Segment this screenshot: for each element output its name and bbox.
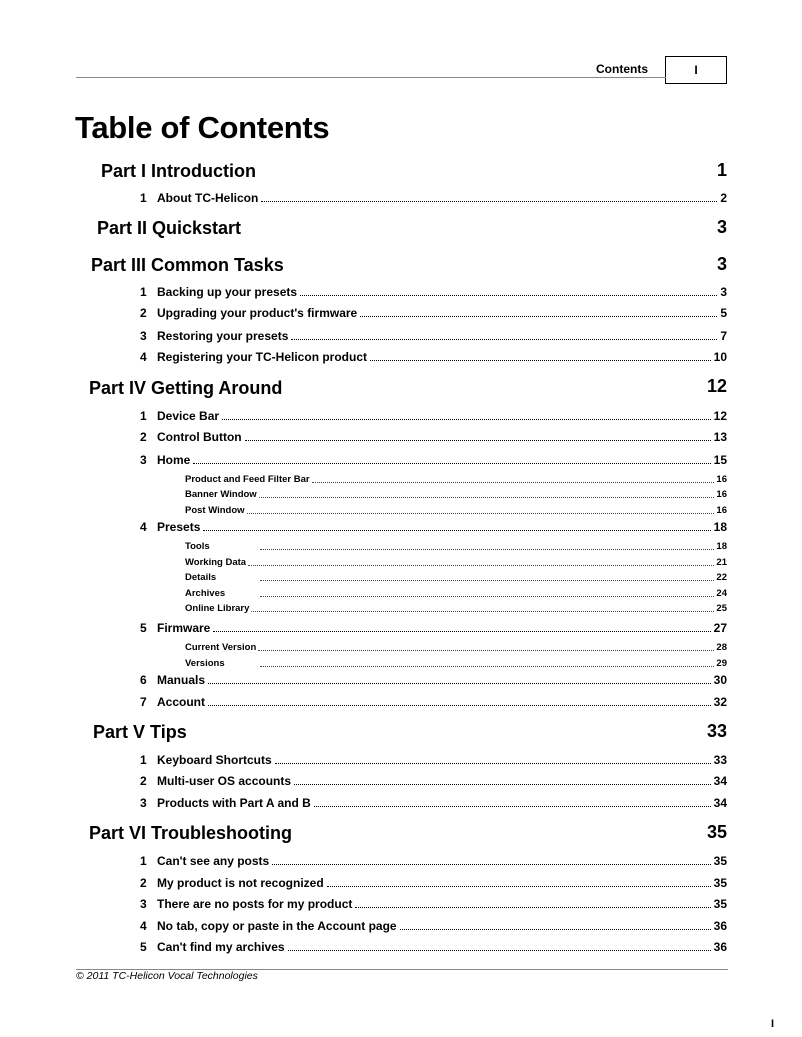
- entry-number: 3: [140, 453, 147, 467]
- entry-number: 1: [140, 409, 147, 423]
- toc-part-page[interactable]: 3: [716, 217, 727, 237]
- entry-title: Firmware: [157, 621, 211, 635]
- entry-title: Control Button: [157, 430, 242, 444]
- entry-page: 7: [720, 329, 727, 343]
- dot-leader: [245, 439, 711, 441]
- dot-leader: [294, 783, 711, 785]
- entry-title: Restoring your presets: [157, 329, 289, 343]
- entry-title: There are no posts for my product: [157, 897, 353, 911]
- subentry-title: Working Data: [185, 557, 247, 568]
- toc-subentry[interactable]: [185, 474, 727, 485]
- entry-number: 5: [140, 621, 147, 635]
- entry-number: 2: [140, 774, 147, 788]
- toc-part-page[interactable]: 12: [706, 376, 727, 396]
- toc-entry[interactable]: [140, 285, 727, 299]
- subentry-title: Tools: [185, 541, 210, 552]
- dot-leader: [203, 529, 710, 531]
- toc-entry[interactable]: [140, 409, 727, 423]
- entry-number: 1: [140, 854, 147, 868]
- entry-number: 4: [140, 919, 147, 933]
- dot-leader: [258, 649, 714, 651]
- toc-entry[interactable]: [140, 940, 727, 954]
- subentry-page: 16: [716, 474, 727, 485]
- subentry-page: 25: [716, 603, 727, 614]
- entry-title: My product is not recognized: [157, 876, 324, 890]
- entry-page: 18: [713, 520, 727, 534]
- subentry-page: 24: [716, 588, 727, 599]
- subentry-page: 22: [716, 572, 727, 583]
- toc-part-page[interactable]: 33: [706, 721, 727, 741]
- toc-entry[interactable]: [140, 191, 727, 205]
- entry-page: 36: [713, 940, 727, 954]
- dot-leader: [248, 564, 714, 566]
- subentry-page: 16: [716, 505, 727, 516]
- entry-page: 5: [720, 306, 727, 320]
- subentry-title: Product and Feed Filter Bar: [185, 474, 310, 485]
- subentry-page: 28: [716, 642, 727, 653]
- subentry-title: Current Version: [185, 642, 257, 653]
- toc-subentry[interactable]: [185, 572, 727, 583]
- entry-page: 3: [720, 285, 727, 299]
- dot-leader: [314, 805, 711, 807]
- dot-leader: [260, 579, 714, 581]
- toc-part-title[interactable]: Part VI Troubleshooting: [89, 823, 293, 843]
- toc-entry[interactable]: [140, 774, 727, 788]
- dot-leader: [261, 200, 717, 202]
- toc-entry[interactable]: [140, 520, 727, 534]
- entry-page: 13: [713, 430, 727, 444]
- entry-title: Manuals: [157, 673, 206, 687]
- dot-leader: [208, 704, 711, 706]
- dot-leader: [193, 462, 710, 464]
- page-title: Table of Contents: [75, 110, 330, 145]
- dot-leader: [400, 928, 711, 930]
- entry-number: 1: [140, 753, 147, 767]
- toc-entry[interactable]: [140, 753, 727, 767]
- dot-leader: [288, 949, 711, 951]
- subentry-page: 16: [716, 489, 727, 500]
- entry-number: 1: [140, 285, 147, 299]
- dot-leader: [251, 610, 714, 612]
- entry-title: No tab, copy or paste in the Account page: [157, 919, 397, 933]
- entry-page: 2: [720, 191, 727, 205]
- entry-number: 5: [140, 940, 147, 954]
- toc-subentry[interactable]: [185, 658, 727, 669]
- toc-subentry[interactable]: [185, 541, 727, 552]
- entry-title: Can't see any posts: [157, 854, 270, 868]
- dot-leader: [213, 630, 710, 632]
- dot-leader: [275, 762, 711, 764]
- dot-leader: [312, 481, 715, 483]
- page-number: I: [771, 1018, 775, 1030]
- toc-subentry[interactable]: [185, 588, 727, 599]
- toc-subentry[interactable]: [185, 505, 727, 516]
- subentry-title: Details: [185, 572, 217, 583]
- entry-title: Upgrading your product's firmware: [157, 306, 358, 320]
- entry-number: 6: [140, 673, 147, 687]
- toc-part-title[interactable]: Part V Tips: [93, 722, 187, 742]
- running-header-page-box: [665, 56, 727, 84]
- entry-page: 34: [713, 774, 727, 788]
- toc-part-page[interactable]: 35: [706, 822, 727, 842]
- dot-leader: [260, 665, 714, 667]
- dot-leader: [355, 906, 710, 908]
- entry-number: 2: [140, 876, 147, 890]
- entry-page: 27: [713, 621, 727, 635]
- subentry-title: Online Library: [185, 603, 250, 614]
- dot-leader: [300, 294, 717, 296]
- toc-entry[interactable]: [140, 673, 727, 687]
- toc-part-title[interactable]: Part I Introduction: [101, 161, 256, 181]
- entry-title: Account: [157, 695, 205, 709]
- toc-subentry[interactable]: [185, 489, 727, 500]
- entry-title: Can't find my archives: [157, 940, 285, 954]
- entry-title: About TC-Helicon: [157, 191, 259, 205]
- entry-number: 4: [140, 350, 147, 364]
- toc-entry[interactable]: [140, 919, 727, 933]
- entry-number: 3: [140, 796, 147, 810]
- subentry-page: 21: [716, 557, 727, 568]
- running-header-page: I: [694, 63, 698, 77]
- entry-title: Home: [157, 453, 191, 467]
- entry-page: 12: [713, 409, 727, 423]
- dot-leader: [260, 548, 714, 550]
- toc-entry[interactable]: [140, 897, 727, 911]
- entry-title: Registering your TC-Helicon product: [157, 350, 368, 364]
- entry-number: 2: [140, 430, 147, 444]
- entry-title: Presets: [157, 520, 201, 534]
- dot-leader: [327, 885, 711, 887]
- entry-page: 15: [713, 453, 727, 467]
- subentry-title: Post Window: [185, 505, 245, 516]
- dot-leader: [222, 418, 711, 420]
- toc-subentry[interactable]: [185, 557, 727, 568]
- toc-entry[interactable]: [140, 453, 727, 467]
- entry-page: 30: [713, 673, 727, 687]
- toc-part-title[interactable]: Part II Quickstart: [97, 218, 242, 238]
- entry-title: Keyboard Shortcuts: [157, 753, 272, 767]
- entry-page: 34: [713, 796, 727, 810]
- toc-part-title[interactable]: Part III Common Tasks: [91, 255, 284, 275]
- dot-leader: [259, 496, 715, 498]
- toc-part-page[interactable]: 1: [716, 160, 727, 180]
- subentry-title: Versions: [185, 658, 225, 669]
- entry-number: 3: [140, 897, 147, 911]
- entry-number: 1: [140, 191, 147, 205]
- entry-title: Backing up your presets: [157, 285, 298, 299]
- running-header-section: Contents: [596, 62, 648, 76]
- footer-copyright: © 2011 TC-Helicon Vocal Technologies: [76, 970, 258, 982]
- entry-page: 35: [713, 897, 727, 911]
- entry-number: 3: [140, 329, 147, 343]
- toc-entry[interactable]: [140, 854, 727, 868]
- toc-entry[interactable]: [140, 306, 727, 320]
- toc-part-title[interactable]: Part IV Getting Around: [89, 378, 283, 398]
- dot-leader: [370, 359, 711, 361]
- dot-leader: [272, 863, 710, 865]
- entry-page: 10: [713, 350, 727, 364]
- dot-leader: [208, 682, 711, 684]
- entry-number: 2: [140, 306, 147, 320]
- entry-title: Device Bar: [157, 409, 220, 423]
- subentry-page: 18: [716, 541, 727, 552]
- entry-page: 35: [713, 854, 727, 868]
- dot-leader: [360, 315, 717, 317]
- entry-number: 7: [140, 695, 147, 709]
- toc-entry[interactable]: [140, 796, 727, 810]
- toc-entry[interactable]: [140, 621, 727, 635]
- entry-page: 35: [713, 876, 727, 890]
- entry-page: 36: [713, 919, 727, 933]
- toc-entry[interactable]: [140, 329, 727, 343]
- entry-page: 33: [713, 753, 727, 767]
- toc-entry[interactable]: [140, 430, 727, 444]
- toc-entry[interactable]: [140, 876, 727, 890]
- entry-number: 4: [140, 520, 147, 534]
- subentry-title: Archives: [185, 588, 226, 599]
- toc-subentry[interactable]: [185, 642, 727, 653]
- subentry-page: 29: [716, 658, 727, 669]
- header-rule: [76, 77, 666, 78]
- subentry-title: Banner Window: [185, 489, 257, 500]
- toc-entry[interactable]: [140, 695, 727, 709]
- toc-part-page[interactable]: 3: [716, 254, 727, 274]
- entry-title: Multi-user OS accounts: [157, 774, 292, 788]
- toc-subentry[interactable]: [185, 603, 727, 614]
- dot-leader: [291, 338, 717, 340]
- dot-leader: [260, 595, 714, 597]
- toc-entry[interactable]: [140, 350, 727, 364]
- entry-title: Products with Part A and B: [157, 796, 311, 810]
- entry-page: 32: [713, 695, 727, 709]
- dot-leader: [247, 512, 715, 514]
